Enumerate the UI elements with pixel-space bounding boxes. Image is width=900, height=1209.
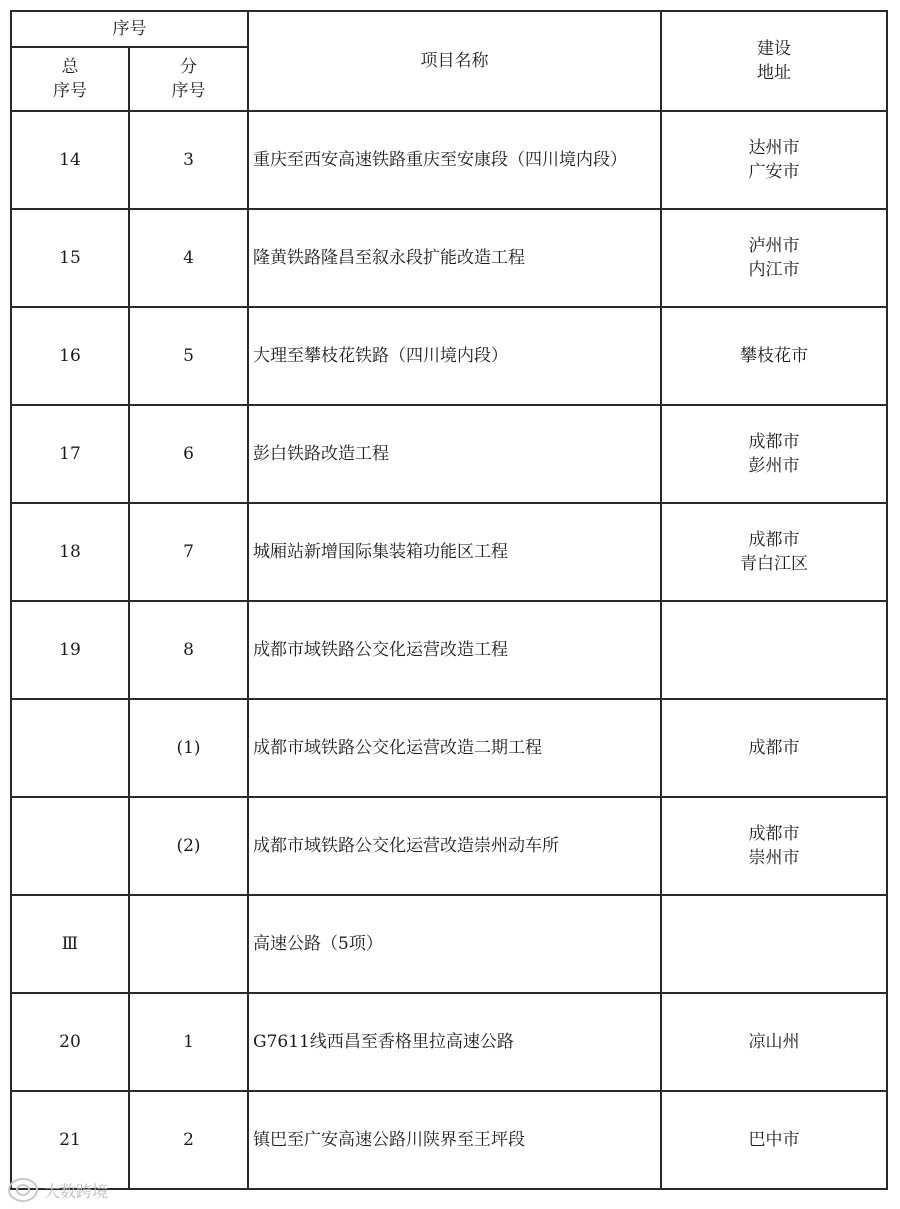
table-row	[11, 1091, 887, 1189]
location-line1: 成都市	[748, 432, 800, 452]
project-name-cell: 高速公路（5项）	[248, 895, 661, 993]
location-cell	[661, 993, 887, 1091]
header-sub-seq-line2: 序号	[171, 81, 206, 101]
table-row	[11, 601, 887, 699]
sub-seq-cell	[129, 895, 248, 993]
table-row	[11, 209, 887, 307]
location-cell	[661, 699, 887, 797]
location-line2: 广安市	[748, 162, 800, 182]
total-seq-cell: 15	[11, 209, 129, 307]
project-table	[10, 10, 888, 1190]
table-row	[11, 503, 887, 601]
project-name-cell: 成都市域铁路公交化运营改造崇州动车所	[248, 797, 661, 895]
sub-seq-cell: 5	[129, 307, 248, 405]
location-cell	[661, 797, 887, 895]
total-seq-cell: 20	[11, 993, 129, 1091]
total-seq-cell	[11, 699, 129, 797]
project-name-cell: 大理至攀枝花铁路（四川境内段）	[248, 307, 661, 405]
location-line1: 成都市	[748, 530, 800, 550]
sub-seq-cell: (1)	[129, 699, 248, 797]
location-cell	[661, 895, 887, 993]
header-total-seq	[11, 47, 129, 111]
total-seq-cell: 19	[11, 601, 129, 699]
location-cell	[661, 111, 887, 209]
sub-seq-cell: 1	[129, 993, 248, 1091]
total-seq-cell: 18	[11, 503, 129, 601]
table-row	[11, 405, 887, 503]
project-name-cell: 镇巴至广安高速公路川陕界至王坪段	[248, 1091, 661, 1189]
project-name-cell: 彭白铁路改造工程	[248, 405, 661, 503]
table-row	[11, 111, 887, 209]
location-cell	[661, 405, 887, 503]
total-seq-cell: 17	[11, 405, 129, 503]
location-line2: 青白江区	[740, 554, 808, 574]
location-cell	[661, 307, 887, 405]
location-line1: 攀枝花市	[740, 346, 808, 366]
location-line2: 彭州市	[748, 456, 800, 476]
location-cell	[661, 503, 887, 601]
sub-seq-cell: 6	[129, 405, 248, 503]
project-name-cell: 城厢站新增国际集装箱功能区工程	[248, 503, 661, 601]
location-line1: 凉山州	[748, 1032, 800, 1052]
sub-seq-cell: 4	[129, 209, 248, 307]
header-sub-seq-line1: 分	[180, 57, 197, 77]
header-location	[661, 11, 887, 111]
sub-seq-cell: 3	[129, 111, 248, 209]
header-total-seq-line2: 序号	[53, 81, 87, 101]
header-total-seq-line1: 总	[61, 57, 79, 77]
project-name-cell: G7611线西昌至香格里拉高速公路	[248, 993, 661, 1091]
location-cell	[661, 209, 887, 307]
watermark	[8, 1178, 108, 1202]
sub-seq-cell: 7	[129, 503, 248, 601]
project-name-cell: 成都市域铁路公交化运营改造工程	[248, 601, 661, 699]
header-seq-group: 序号	[11, 11, 248, 47]
table-row	[11, 797, 887, 895]
location-line1: 成都市	[748, 824, 800, 844]
header-project-name: 项目名称	[248, 11, 661, 111]
location-cell	[661, 601, 887, 699]
weibo-logo-icon	[8, 1178, 38, 1202]
project-name-cell: 重庆至西安高速铁路重庆至安康段（四川境内段）	[248, 111, 661, 209]
total-seq-cell: 14	[11, 111, 129, 209]
sub-seq-cell: (2)	[129, 797, 248, 895]
location-line2: 内江市	[748, 260, 800, 280]
location-line1: 泸州市	[748, 236, 800, 256]
header-sub-seq	[129, 47, 248, 111]
table-row	[11, 895, 887, 993]
header-location-line2: 地址	[757, 63, 791, 83]
table-row	[11, 307, 887, 405]
project-name-cell: 成都市域铁路公交化运营改造二期工程	[248, 699, 661, 797]
location-line1: 巴中市	[748, 1130, 800, 1150]
table-row	[11, 699, 887, 797]
table-row	[11, 993, 887, 1091]
project-name-cell: 隆黄铁路隆昌至叙永段扩能改造工程	[248, 209, 661, 307]
sub-seq-cell: 8	[129, 601, 248, 699]
total-seq-cell: 16	[11, 307, 129, 405]
location-cell	[661, 1091, 887, 1189]
total-seq-cell: Ⅲ	[11, 895, 129, 993]
location-line1: 成都市	[748, 738, 800, 758]
watermark-text: 大数跨境	[44, 1181, 109, 1201]
sub-seq-cell: 2	[129, 1091, 248, 1189]
header-location-line1: 建设	[757, 39, 791, 59]
total-seq-cell	[11, 797, 129, 895]
header-row-top	[11, 11, 887, 47]
location-line1: 达州市	[748, 138, 800, 158]
location-line2: 崇州市	[748, 848, 800, 868]
total-seq-cell: 21	[11, 1091, 129, 1189]
